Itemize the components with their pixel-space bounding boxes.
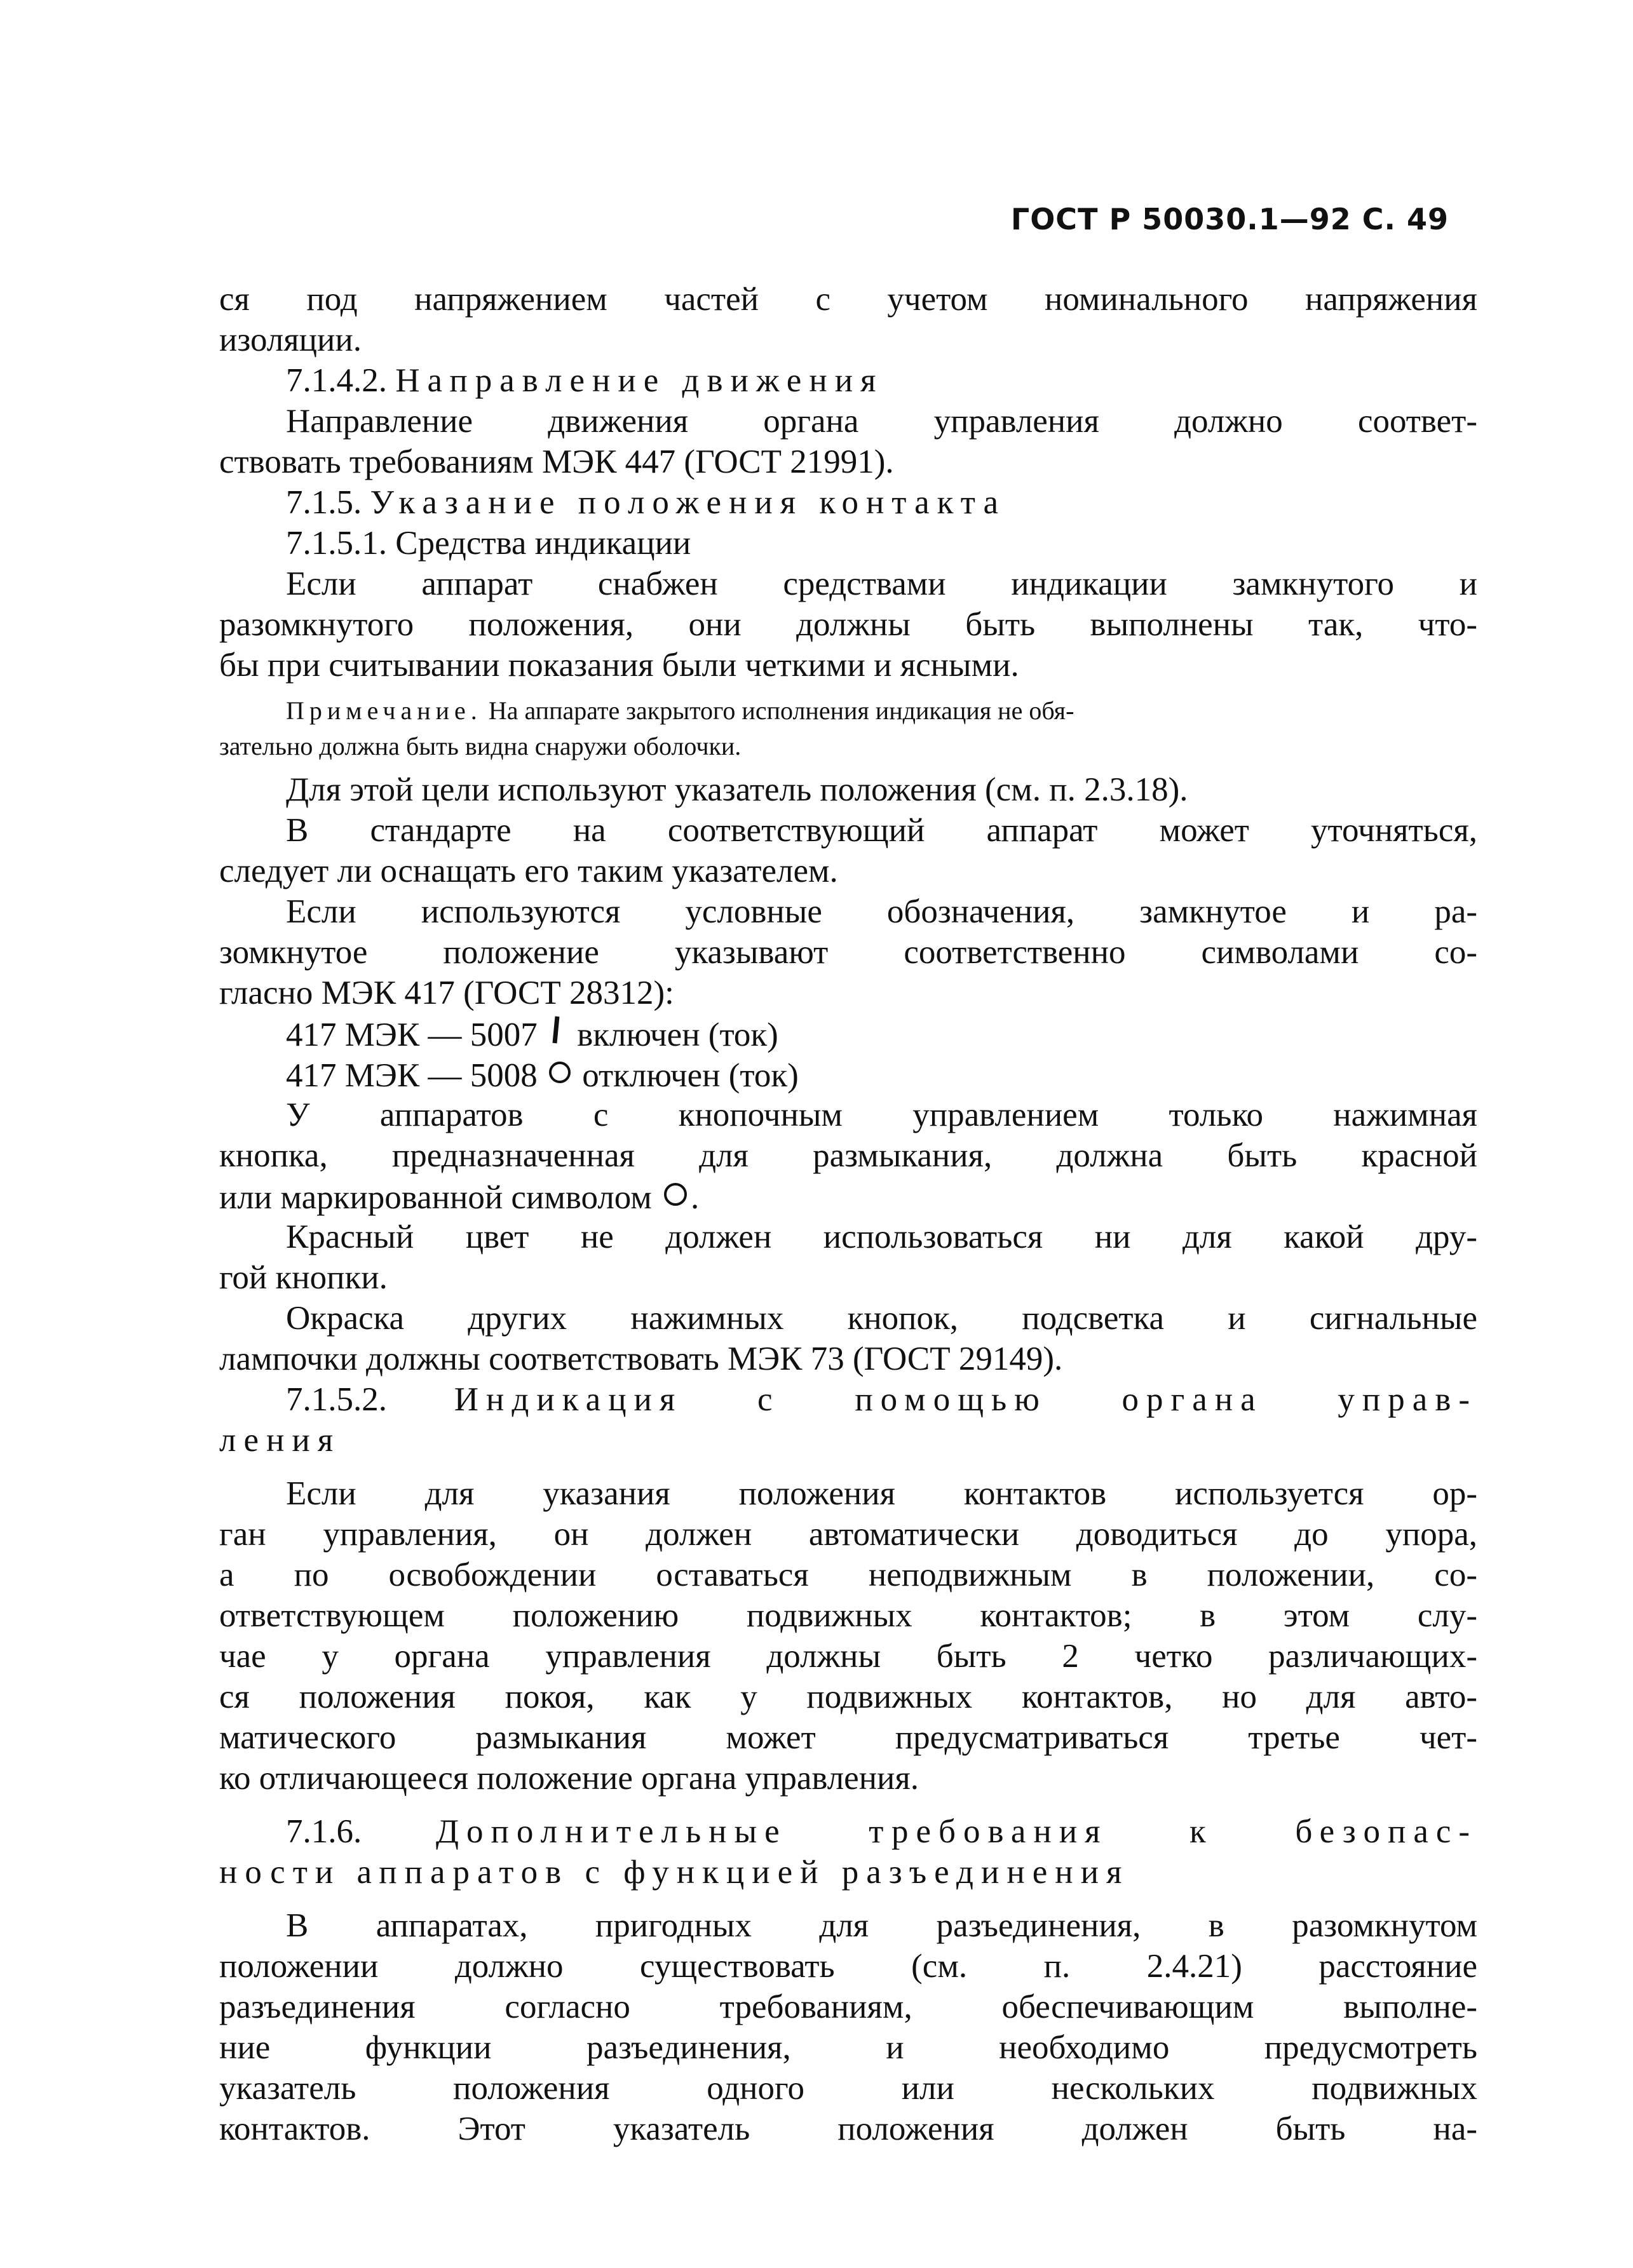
note-line bbox=[286, 692, 1477, 729]
text-line bbox=[219, 1175, 1477, 1218]
text-line: указатель положения одного или нескольких подвижных bbox=[219, 2070, 1477, 2107]
text-line: разомкнутого положения, они должны быть выполнены так, что- bbox=[219, 606, 1477, 643]
text-line: Красный цвет не должен использоваться ни для какой дру- bbox=[286, 1218, 1477, 1255]
section-title: Направление движения bbox=[395, 362, 884, 399]
section-heading bbox=[286, 1379, 1477, 1421]
power-off-symbol-icon bbox=[660, 1175, 691, 1218]
page-header: ГОСТ Р 50030.1—92 С. 49 bbox=[1010, 202, 1449, 236]
symbol-code: 417 МЭК — 5008 bbox=[286, 1057, 538, 1094]
text-line: лампочки должны соответствовать МЭК 73 (ГОСТ 29149). bbox=[219, 1340, 1063, 1377]
text-line: бы при считывании показания были четкими и ясными. bbox=[219, 647, 1019, 684]
symbol-meaning: отключен (ток) bbox=[582, 1057, 799, 1094]
section-number: 7.1.4.2. bbox=[286, 362, 387, 399]
text-line: положении должно существовать (см. п. 2.4.21) расстояние bbox=[219, 1948, 1477, 1985]
text-line: разъединения согласно требованиям, обеспечивающим выполне- bbox=[219, 1988, 1477, 2025]
text-line: зомкнутое положение указывают соответственно символами со- bbox=[219, 934, 1477, 971]
text-fragment: или маркированной символом bbox=[219, 1179, 652, 1216]
text-line: Направление движения органа управления должно соответ- bbox=[286, 403, 1477, 440]
text-line: Окраска других нажимных кнопок, подсветка и сигнальные bbox=[286, 1300, 1477, 1337]
text-line: Если для указания положения контактов используется ор- bbox=[286, 1475, 1477, 1512]
section-title-continued: ности аппаратов с функцией разъединения bbox=[219, 1854, 1130, 1891]
section-heading bbox=[286, 1811, 1477, 1853]
symbol-meaning: включен (ток) bbox=[577, 1016, 778, 1053]
text-line: ответствующем положению подвижных контактов; в этом слу- bbox=[219, 1597, 1477, 1634]
section-title: Дополнительные требования к безопас- bbox=[435, 1813, 1478, 1850]
text-line: Если используются условные обозначения, замкнутое и ра- bbox=[286, 893, 1477, 930]
text-fragment: . bbox=[691, 1179, 700, 1216]
section-heading bbox=[286, 482, 1477, 523]
text-line: ко отличающееся положение органа управления. bbox=[219, 1760, 919, 1797]
section-title: Индикация с помощью органа управ- bbox=[454, 1381, 1477, 1418]
section-number: 7.1.6. bbox=[286, 1813, 362, 1850]
section-number: 7.1.5.2. bbox=[286, 1381, 387, 1418]
note-label: Примечание. bbox=[286, 696, 482, 725]
text-line: чае у органа управления должны быть 2 четко различающих- bbox=[219, 1638, 1477, 1675]
text-line: ся под напряжением частей с учетом номинального напряжения bbox=[219, 281, 1477, 318]
section-title-continued: ления bbox=[219, 1422, 341, 1459]
text-line: В аппаратах, пригодных для разъединения, в разомкнутом bbox=[286, 1907, 1477, 1944]
text-line: ние функции разъединения, и необходимо предусмотреть bbox=[219, 2029, 1477, 2066]
section-title: Указание положения контакта bbox=[370, 484, 1006, 521]
text-line: кнопка, предназначенная для размыкания, должна быть красной bbox=[219, 1137, 1477, 1174]
text-line: У аппаратов с кнопочным управлением только нажимная bbox=[286, 1097, 1477, 1133]
symbol-code: 417 МЭК — 5007 bbox=[286, 1016, 538, 1053]
text-line: ствовать требованиям МЭК 447 (ГОСТ 21991). bbox=[219, 443, 894, 480]
text-line: ся положения покоя, как у подвижных контактов, но для авто- bbox=[219, 1678, 1477, 1715]
power-off-symbol-icon bbox=[546, 1053, 574, 1097]
text-line: гой кнопки. bbox=[219, 1259, 388, 1296]
section-number: 7.1.5. bbox=[286, 484, 362, 521]
text-line: Если аппарат снабжен средствами индикации замкнутого и bbox=[286, 565, 1477, 602]
section-heading bbox=[286, 360, 1477, 402]
text-line: а по освобождении оставаться неподвижным в положении, со- bbox=[219, 1556, 1477, 1593]
power-on-symbol-icon bbox=[546, 1013, 569, 1056]
symbol-line-on bbox=[286, 1013, 1477, 1056]
text-line: изоляции. bbox=[219, 321, 362, 358]
text-line: гласно МЭК 417 (ГОСТ 28312): bbox=[219, 975, 674, 1011]
subsection-heading: 7.1.5.1. Средства индикации bbox=[286, 525, 691, 562]
note-line: зательно должна быть видна снаружи оболочки. bbox=[219, 732, 742, 760]
text-line: ган управления, он должен автоматически доводиться до упора, bbox=[219, 1516, 1477, 1553]
text-line: контактов. Этот указатель положения должен быть на- bbox=[219, 2110, 1477, 2147]
symbol-line-off bbox=[286, 1053, 1477, 1097]
text-line: следует ли оснащать его таким указателем. bbox=[219, 853, 838, 889]
text-line: матического размыкания может предусматриваться третье чет- bbox=[219, 1719, 1477, 1756]
note-text: На аппарате закрытого исполнения индикация не обя- bbox=[488, 696, 1074, 725]
text-line: Для этой цели используют указатель положения (см. п. 2.3.18). bbox=[286, 771, 1188, 808]
text-line: В стандарте на соответствующий аппарат может уточняться, bbox=[286, 812, 1477, 849]
